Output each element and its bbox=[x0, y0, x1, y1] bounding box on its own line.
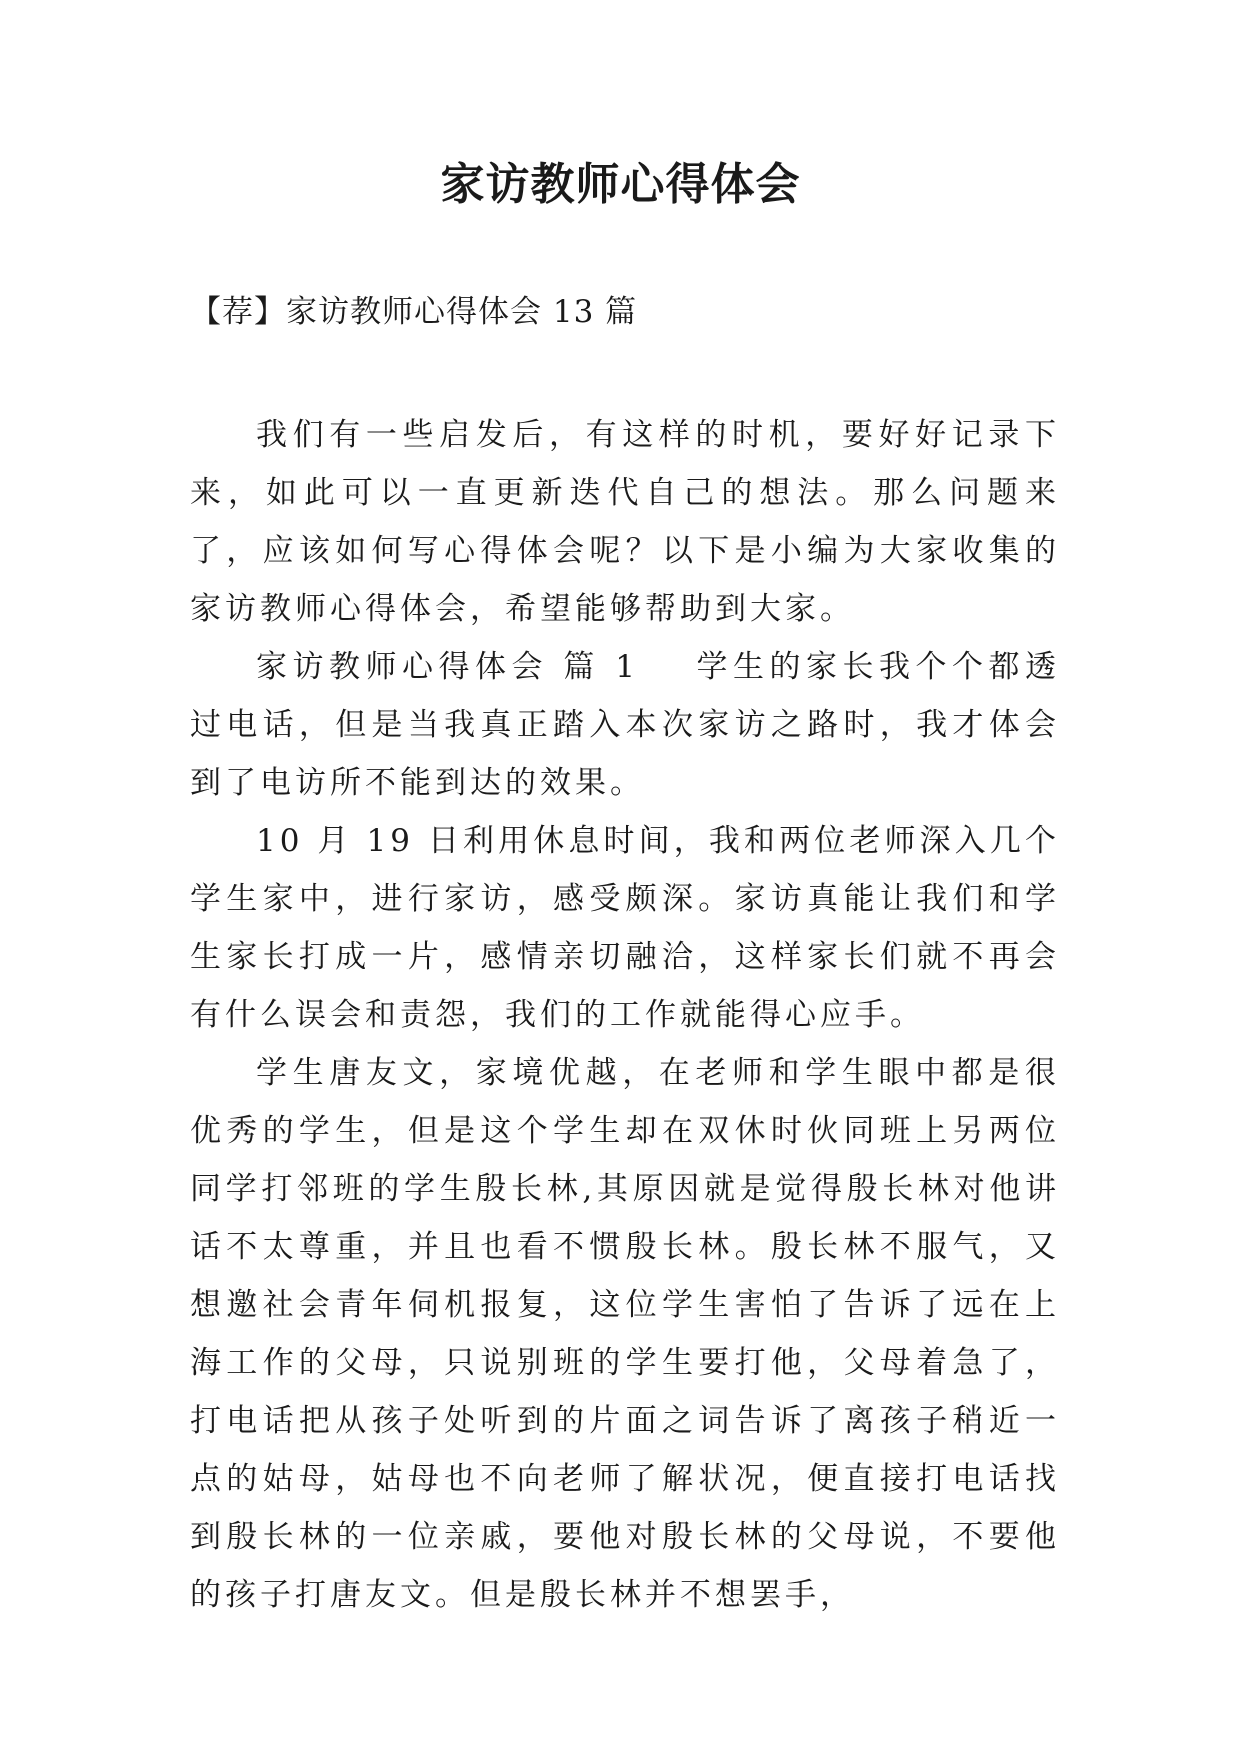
document-title: 家访教师心得体会 bbox=[440, 159, 801, 210]
paragraph-student-story: 学生唐友文，家境优越，在老师和学生眼中都是很优秀的学生，但是这个学生却在双休时伙同班上另两位同学打邻班的学生殷长林,其原因就是觉得殷长林对他讲话不太尊重，并且也看不惯殷长林。殷长林不服气，又想邀社会青年伺机报复，这位学生害怕了告诉了远在上海工作的父母，只说别班的学生要打他，父母着急了，打电话把从孩子处听到的片面之词告诉了离孩子稍近一点的姑母，姑母也不向老师了解状况，便直接打电话找到殷长林的一位亲戚，要他对殷长林的父母说，不要他的孩子打唐友文。但是殷长林并不想罢手， bbox=[190, 1055, 1060, 1613]
section-heading: 家访教师心得体会 篇 1 bbox=[256, 649, 639, 685]
document-body bbox=[190, 406, 1060, 1624]
intro-paragraph: 我们有一些启发后，有这样的时机，要好好记录下来，如此可以一直更新迭代自己的想法。那么问题来了，应该如何写心得体会呢？以下是小编为大家收集的家访教师心得体会，希望能够帮助到大家。 bbox=[190, 417, 1060, 627]
paragraph-home-visit: 10 月 19 日利用休息时间，我和两位老师深入几个学生家中，进行家访，感受颇深。家访真能让我们和学生家长打成一片，感情亲切融洽，这样家长们就不再会有什么误会和责怨，我们的工作就能得心应手。 bbox=[190, 823, 1060, 1033]
document-subtitle: 【荐】家访教师心得体会 13 篇 bbox=[190, 294, 638, 330]
section-paragraph-1 bbox=[190, 638, 1060, 812]
section-text: 学生的家长我个个都透过电话，但是当我真正踏入本次家访之路时，我才体会到了电访所不能到达的效果。 bbox=[190, 649, 1060, 801]
